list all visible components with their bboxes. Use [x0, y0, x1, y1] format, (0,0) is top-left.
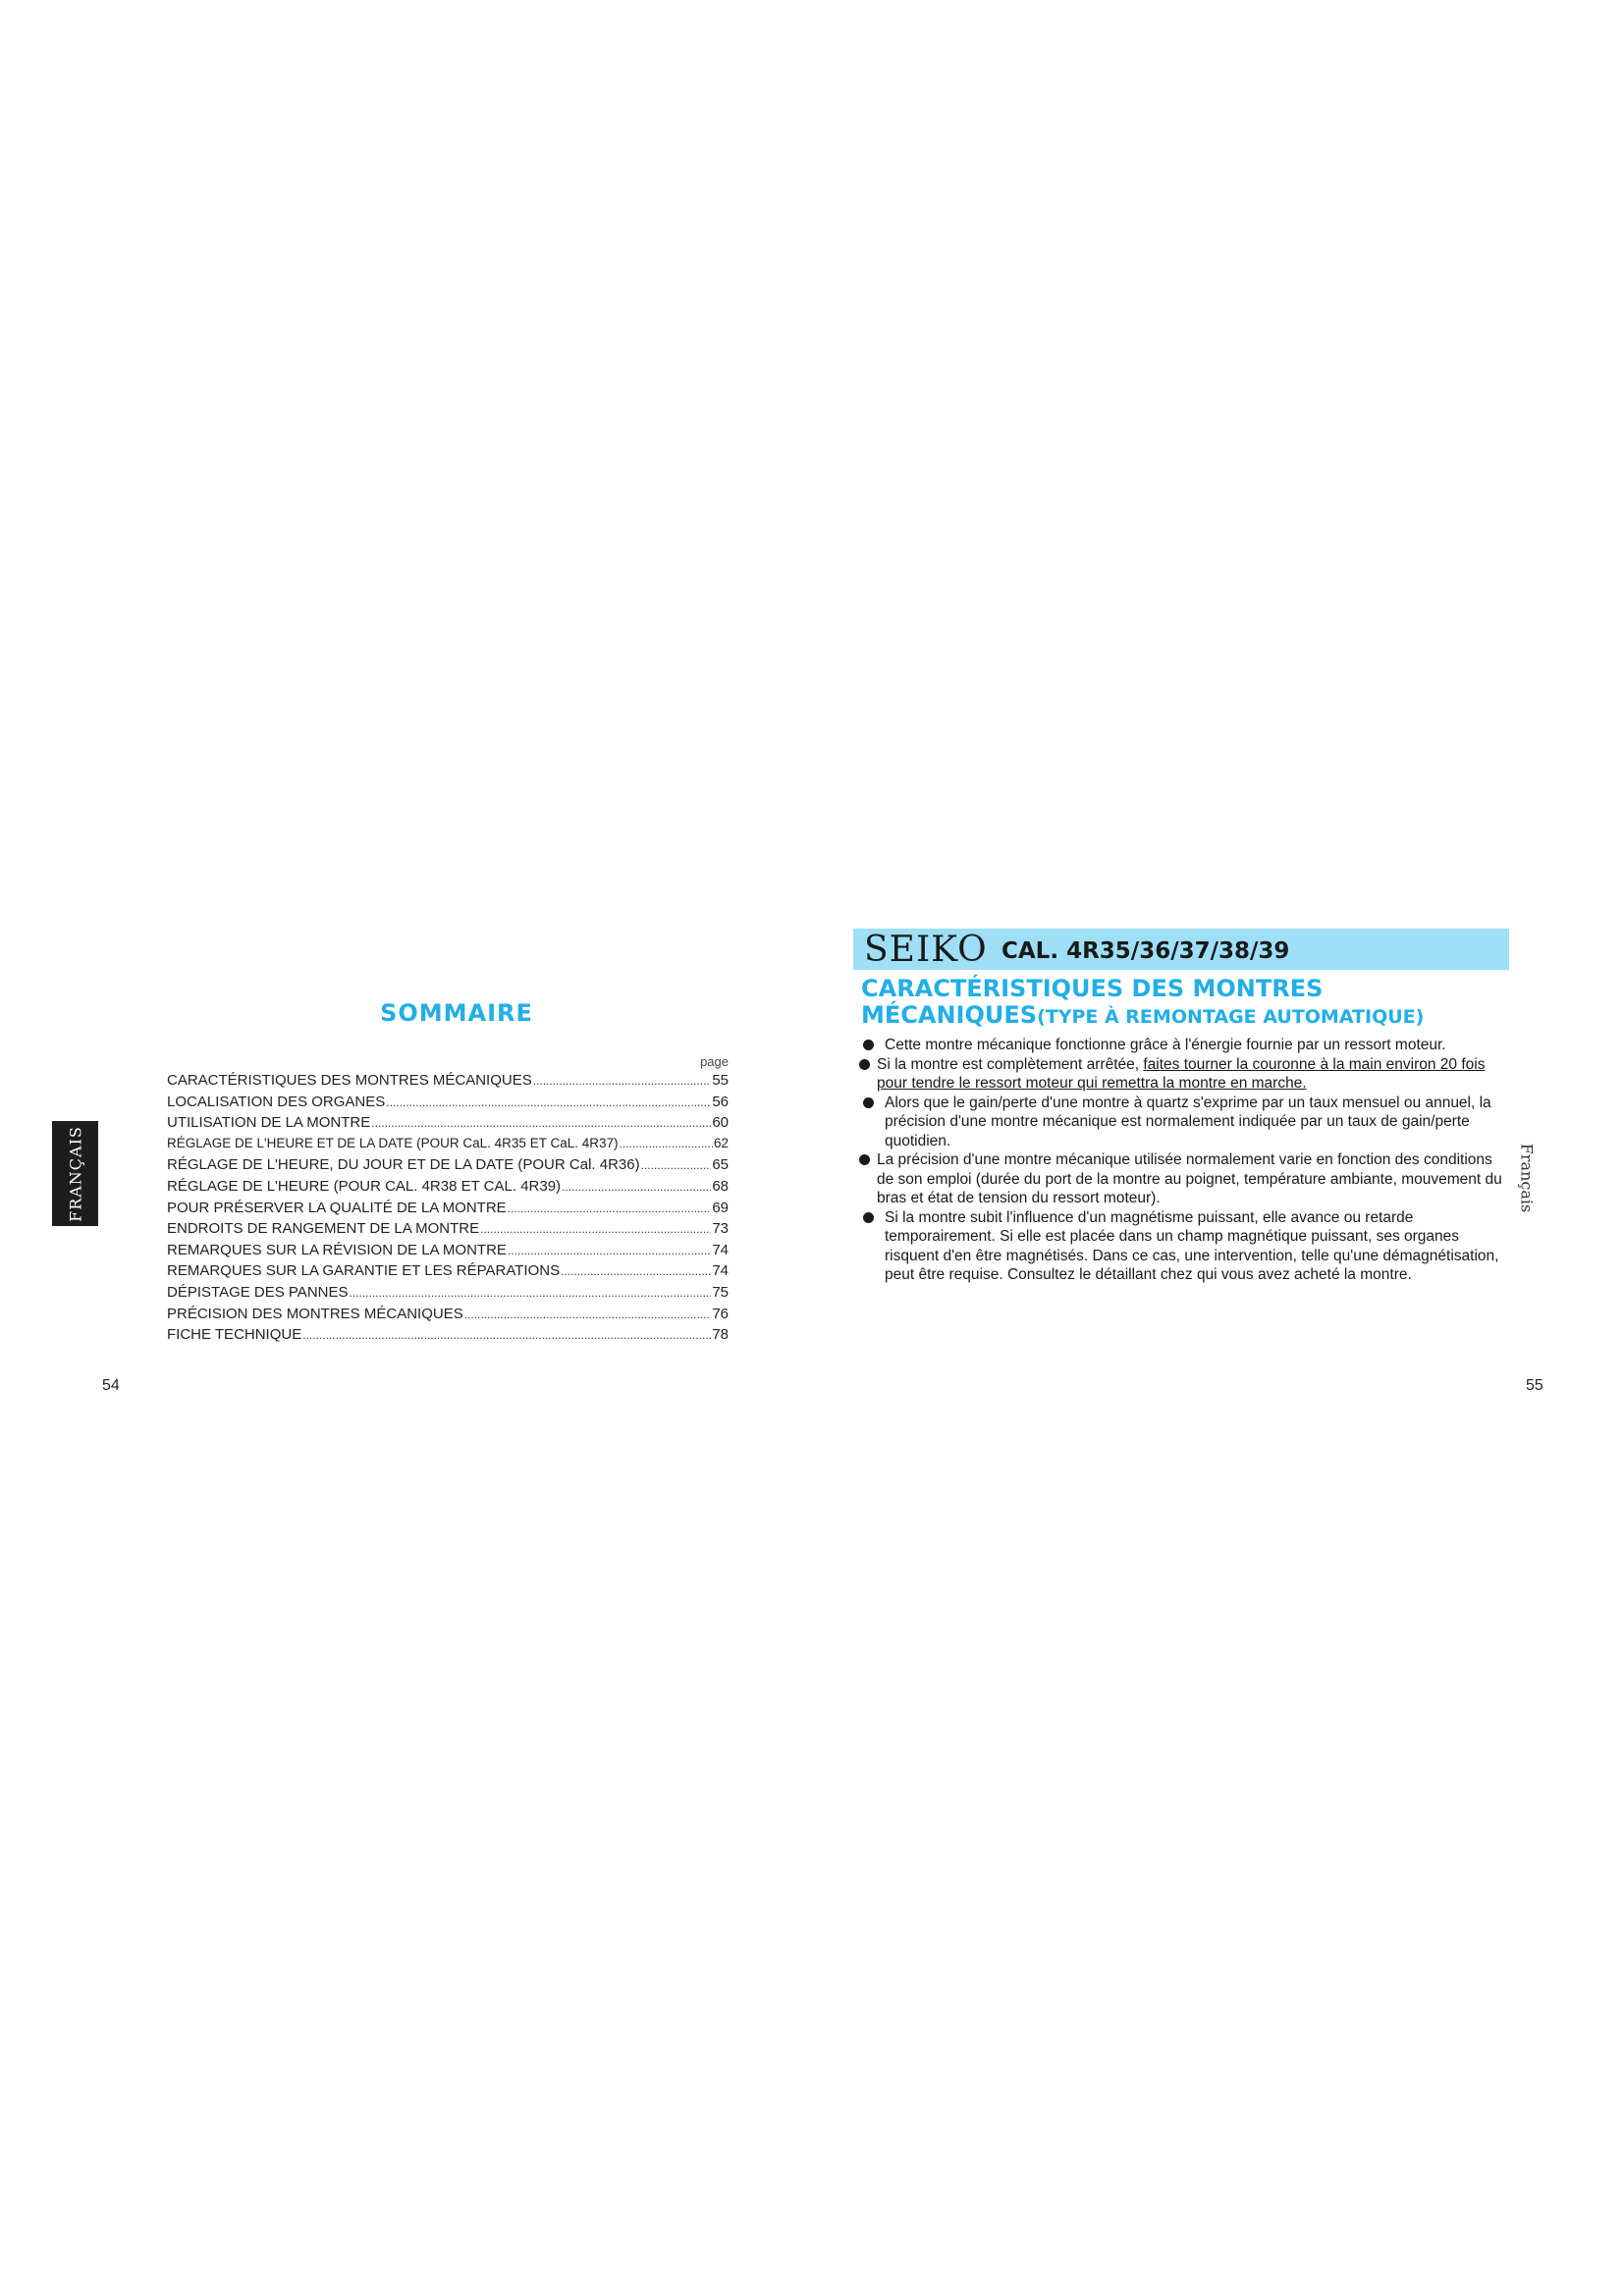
toc-leader-dots — [350, 1286, 712, 1300]
toc-entry-page: 62 — [713, 1135, 729, 1150]
toc-entry-text: UTILISATION DE LA MONTRE — [167, 1114, 371, 1132]
toc-entry[interactable] — [167, 1094, 729, 1115]
toc-leader-dots — [371, 1116, 711, 1130]
toc-entry-text: RÉGLAGE DE L'HEURE, DU JOUR ET DE LA DATE (POUR Cal. 4R36) — [167, 1156, 640, 1174]
list-item-text: Alors que le gain/perte d'une montre à quartz s'exprime par un taux mensuel ou annuel, la précision d'une montre mécanique est normalement indiquée par un taux de gain/perte quotidien. — [885, 1094, 1491, 1149]
list-item — [859, 1036, 1507, 1055]
toc-entry[interactable] — [167, 1326, 729, 1348]
heading-line-2 — [861, 1002, 1529, 1031]
heading-subtitle: (TYPE À REMONTAGE AUTOMATIQUE) — [1037, 1006, 1425, 1028]
toc-entry[interactable] — [167, 1156, 729, 1178]
toc-entry[interactable] — [167, 1114, 729, 1136]
toc-entry-page: 74 — [712, 1241, 729, 1258]
toc-entry-text: FICHE TECHNIQUE — [167, 1326, 302, 1344]
list-item-text: Cette montre mécanique fonctionne grâce à l'énergie fournie par un ressort moteur. — [885, 1037, 1446, 1053]
side-language-label — [1517, 1144, 1537, 1212]
toc-entry-page: 65 — [712, 1156, 729, 1174]
heading-main: MÉCANIQUES — [861, 1001, 1038, 1029]
bullet-icon — [863, 1097, 874, 1108]
toc-leader-dots — [508, 1201, 712, 1215]
list-item — [859, 1094, 1507, 1151]
toc-entry[interactable] — [167, 1242, 729, 1263]
bullet-icon — [863, 1212, 874, 1223]
feature-list — [859, 1036, 1507, 1285]
bullet-icon — [859, 1154, 870, 1165]
toc-entry-text: RÉGLAGE DE L'HEURE (POUR CAL. 4R38 ET CAL. 4R39) — [167, 1177, 562, 1195]
toc-entry-text: PRÉCISION DES MONTRES MÉCANIQUES — [167, 1305, 463, 1322]
bullet-icon — [859, 1059, 870, 1070]
page-column-label: page — [700, 1054, 729, 1069]
toc-entry-page: 56 — [712, 1093, 729, 1110]
brand-logo: SEIKO — [864, 930, 988, 970]
toc-entry-page: 55 — [712, 1072, 729, 1089]
toc-leader-dots — [533, 1074, 712, 1088]
toc-entry[interactable] — [167, 1178, 729, 1200]
toc-entry[interactable] — [167, 1284, 729, 1306]
toc-entry[interactable] — [167, 1262, 729, 1284]
toc-entry[interactable] — [167, 1306, 729, 1327]
toc-leader-dots — [561, 1264, 711, 1278]
toc-leader-dots — [480, 1222, 711, 1236]
list-item — [859, 1208, 1507, 1285]
toc-entry-text: ENDROITS DE RANGEMENT DE LA MONTRE — [167, 1220, 480, 1238]
toc-leader-dots — [562, 1180, 711, 1194]
list-item-text: Si la montre subit l'influence d'un magnétisme puissant, elle avance ou retarde temporairement. Si elle est placée dans un champ magnétique puissant, ses organes risquent d'en être magnétisés. Dans ce cas, une intervention, telle qu'une démagnétisation, peut être requise. Consultez le détaillant chez qui vous avez acheté la montre. — [885, 1208, 1499, 1283]
toc-entry-text: CARACTÉRISTIQUES DES MONTRES MÉCANIQUES — [167, 1072, 532, 1089]
toc-entry-text: LOCALISATION DES ORGANES — [167, 1093, 386, 1110]
toc-entry-text: REMARQUES SUR LA RÉVISION DE LA MONTRE — [167, 1241, 507, 1258]
toc-entry-page: 60 — [712, 1114, 729, 1132]
caliber-title: CAL. 4R35/36/37/38/39 — [1001, 938, 1290, 964]
toc-leader-dots — [386, 1095, 711, 1109]
toc-entry-text: POUR PRÉSERVER LA QUALITÉ DE LA MONTRE — [167, 1199, 507, 1216]
language-tab — [52, 1121, 98, 1226]
toc-entry-text: RÉGLAGE DE L'HEURE ET DE LA DATE (POUR CaL. 4R35 ET CaL. 4R37) — [167, 1135, 619, 1150]
toc-entry-text: REMARQUES SUR LA GARANTIE ET LES RÉPARATIONS — [167, 1262, 561, 1280]
toc-entry-page: 73 — [712, 1220, 729, 1238]
toc-entry[interactable] — [167, 1136, 729, 1157]
list-item — [859, 1150, 1507, 1208]
toc-entry-page: 76 — [712, 1305, 729, 1322]
toc-entry-page: 69 — [712, 1199, 729, 1216]
table-of-contents — [167, 1072, 729, 1348]
heading-line-1: CARACTÉRISTIQUES DES MONTRES — [861, 975, 1324, 1002]
language-tab-label: FRANÇAIS — [66, 1125, 84, 1222]
toc-title: SOMMAIRE — [380, 999, 533, 1027]
toc-leader-dots — [302, 1328, 711, 1342]
toc-leader-dots — [620, 1137, 713, 1150]
bullet-icon — [863, 1040, 874, 1050]
list-item-emphasis: faites tourner la couronne à la main environ 20 fois pour tendre le ressort moteur qui remettra la montre en marche. — [877, 1055, 1486, 1092]
toc-entry-page: 74 — [712, 1262, 729, 1280]
toc-entry-page: 68 — [712, 1177, 729, 1195]
toc-entry[interactable] — [167, 1200, 729, 1221]
toc-leader-dots — [464, 1308, 712, 1321]
toc-entry[interactable] — [167, 1072, 729, 1094]
side-language-text: Français — [1517, 1143, 1537, 1213]
page-number-left: 54 — [102, 1377, 120, 1394]
toc-entry[interactable] — [167, 1220, 729, 1242]
section-heading — [861, 976, 1529, 1031]
toc-entry-page: 75 — [712, 1283, 729, 1301]
list-item-text: Si la montre est complètement arrêtée, — [877, 1055, 1144, 1073]
list-item-text: La précision d'une montre mécanique utilisée normalement varie en fonction des conditions de son emploi (durée du port de la montre au poignet, température ambiante, mouvement du bras et état de tension du ressort moteur). — [877, 1151, 1502, 1206]
toc-entry-page: 78 — [712, 1326, 729, 1344]
page-number-right: 55 — [1526, 1377, 1543, 1394]
toc-leader-dots — [508, 1244, 711, 1257]
toc-leader-dots — [641, 1158, 712, 1172]
list-item — [859, 1055, 1507, 1094]
toc-entry-text: DÉPISTAGE DES PANNES — [167, 1283, 349, 1301]
